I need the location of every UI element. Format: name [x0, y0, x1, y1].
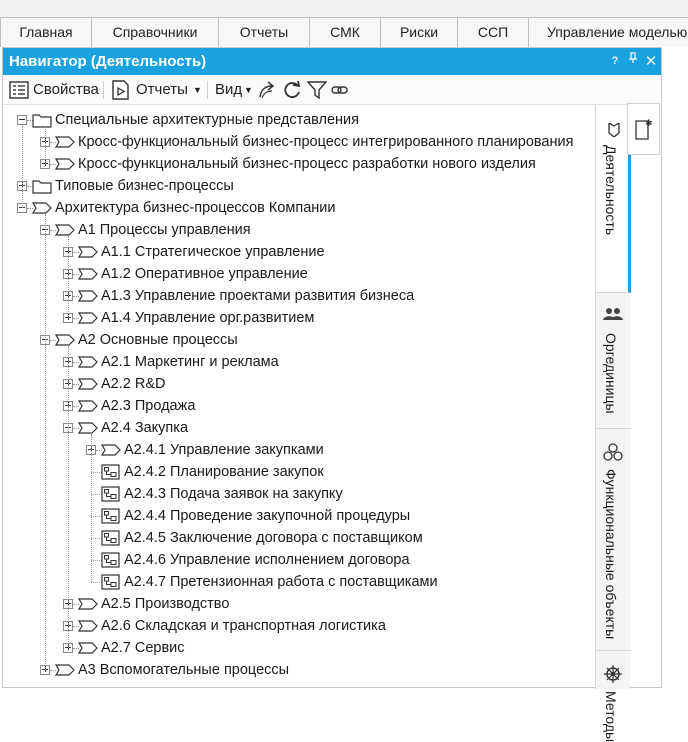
diagram-icon: [101, 486, 119, 502]
process-icon: [78, 640, 96, 656]
folder-icon: [32, 178, 50, 194]
tree-node-label: А2.4.7 Претензионная работа с поставщиками: [124, 574, 438, 590]
tab-directories[interactable]: Справочники: [91, 17, 219, 47]
tree-node-label: Типовые бизнес-процессы: [55, 178, 234, 194]
process-icon: [78, 266, 96, 282]
process-icon: [55, 156, 73, 172]
tree-node[interactable]: [3, 307, 593, 329]
tree-node[interactable]: [3, 241, 593, 263]
process-icon: [78, 376, 96, 392]
process-icon: [78, 618, 96, 634]
tree-guide-line: [22, 126, 23, 208]
tab-ssp[interactable]: ССП: [457, 17, 529, 47]
side-tab-org-units[interactable]: [596, 293, 631, 429]
tree-node[interactable]: [3, 351, 593, 373]
wheel-icon: [604, 665, 622, 683]
process-icon: [101, 442, 119, 458]
report-icon: [111, 80, 131, 100]
process-icon: [606, 123, 622, 137]
side-tabs: [595, 105, 630, 742]
side-tab-functional-objects-label: Функциональные объекты: [603, 469, 619, 640]
navigator-toolbar: [3, 75, 661, 105]
tree-node-label: А2.4.6 Управление исполнением договора: [124, 552, 410, 568]
tree-node-label: Кросс-функциональный бизнес-процесс разработки нового изделия: [78, 156, 536, 172]
tree-node-label: А1.2 Оперативное управление: [101, 266, 308, 282]
tree-node-label: А1.3 Управление проектами развития бизнеса: [101, 288, 415, 304]
side-tab-functional-objects[interactable]: [596, 429, 631, 651]
tree-node-label: А2.4 Закупка: [101, 420, 189, 436]
process-icon: [78, 420, 96, 436]
refresh-icon: [282, 80, 302, 100]
tree-node[interactable]: [3, 373, 593, 395]
tree-node[interactable]: [3, 175, 593, 197]
process-icon: [78, 244, 96, 260]
process-icon: [32, 200, 50, 216]
navigate-button[interactable]: [258, 75, 278, 105]
chevron-down-icon: ▼: [193, 85, 202, 95]
collapsed-panel-tab[interactable]: [627, 103, 660, 155]
tree-node-label: А2.4.1 Управление закупками: [124, 442, 324, 458]
tree-node-label: А1 Процессы управления: [78, 222, 251, 238]
process-icon: [78, 398, 96, 414]
svg-text:✱: ✱: [645, 119, 653, 129]
process-icon: [55, 332, 73, 348]
tree-node-label: А2.4.5 Заключение договора с поставщиком: [124, 530, 423, 546]
tree-node[interactable]: [3, 395, 593, 417]
tree-guide-line: [45, 126, 46, 164]
tree-node-label: А2 Основные процессы: [78, 332, 238, 348]
tree-node[interactable]: [3, 109, 593, 131]
diagram-icon: [101, 552, 119, 568]
reports-label: Отчеты: [136, 81, 188, 98]
tree-node[interactable]: [3, 659, 593, 681]
process-icon: [78, 288, 96, 304]
side-tab-methods[interactable]: [596, 651, 631, 742]
side-tab-methods-label: Методы: [603, 691, 619, 742]
panel-title: Навигатор (Деятельность): [9, 53, 207, 70]
navigate-arrow-icon: [258, 80, 278, 100]
tree-node-label: А2.4.4 Проведение закупочной процедуры: [124, 508, 411, 524]
process-icon: [78, 596, 96, 612]
tree-node-label: А2.2 R&D: [101, 376, 166, 392]
view-button[interactable]: [215, 75, 253, 105]
tree-node[interactable]: [3, 263, 593, 285]
side-tab-activity-label: Деятельность: [603, 145, 619, 236]
tree-node[interactable]: [3, 285, 593, 307]
tree-guide-line: [91, 434, 92, 582]
tab-reports[interactable]: Отчеты: [218, 17, 310, 47]
navigator-panel: [2, 47, 662, 742]
tree-node-label: А1.4 Управление орг.развитием: [101, 310, 315, 326]
new-document-icon: [635, 118, 653, 140]
tree-guide-line: [68, 236, 69, 318]
view-label: Вид: [215, 81, 243, 98]
process-icon: [78, 310, 96, 326]
link-icon: [331, 80, 349, 100]
tree-node-label: А2.4.2 Планирование закупок: [124, 464, 324, 480]
tree-node-label: А2.3 Продажа: [101, 398, 196, 414]
diagram-icon: [101, 464, 119, 480]
side-tab-org-units-label: Оргединицы: [603, 333, 619, 414]
tree-node[interactable]: [3, 197, 593, 219]
filter-icon: [307, 80, 327, 100]
properties-label: Свойства: [33, 81, 99, 98]
tree-node-label: А2.4.3 Подача заявок на закупку: [124, 486, 343, 502]
process-icon: [55, 662, 73, 678]
tab-risks[interactable]: Риски: [380, 17, 458, 47]
tree-node[interactable]: [3, 131, 593, 153]
process-icon: [55, 134, 73, 150]
tree-node-label: А2.1 Маркетинг и реклама: [101, 354, 279, 370]
folder-icon: [32, 112, 50, 128]
close-icon[interactable]: ✕: [644, 53, 658, 70]
tree-node-label: А2.6 Складская и транспортная логистика: [101, 618, 386, 634]
properties-icon: [9, 81, 29, 99]
tree-node[interactable]: [3, 593, 593, 615]
toolbar-separator: [103, 81, 104, 99]
navigator-tree: [3, 106, 595, 689]
side-tab-activity[interactable]: [596, 105, 631, 293]
tree-node-label: Кросс-функциональный бизнес-процесс интегрированного планирования: [78, 134, 574, 150]
toolbar-separator: [207, 81, 208, 99]
diagram-icon: [101, 508, 119, 524]
diagram-icon: [101, 574, 119, 590]
tree-guide-line: [45, 214, 46, 670]
tree-node[interactable]: [3, 153, 593, 175]
ribbon: [0, 0, 688, 46]
tree-node-label: А1.1 Стратегическое управление: [101, 244, 325, 260]
diagram-icon: [101, 530, 119, 546]
process-icon: [78, 354, 96, 370]
process-icon: [55, 222, 73, 238]
filter-button[interactable]: [307, 75, 327, 105]
tab-smk[interactable]: СМК: [309, 17, 381, 47]
objects-icon: [603, 443, 623, 461]
pin-icon[interactable]: [623, 48, 643, 75]
tree-node-label: Архитектура бизнес-процессов Компании: [55, 200, 336, 216]
tree-guide-line: [68, 346, 69, 648]
tree-node-label: Специальные архитектурные представления: [55, 112, 360, 128]
chevron-down-icon: ▼: [244, 85, 253, 95]
collapse-icon[interactable]: [17, 115, 27, 125]
tree-node-label: А3 Вспомогательные процессы: [78, 662, 290, 678]
help-icon[interactable]: ?: [611, 55, 619, 67]
panel-titlebar: [3, 48, 661, 75]
tab-model-management[interactable]: Управление моделью: [528, 17, 688, 47]
link-button[interactable]: [331, 75, 349, 105]
tree-node[interactable]: [3, 637, 593, 659]
refresh-button[interactable]: [282, 75, 302, 105]
tree-node-label: А2.7 Сервис: [101, 640, 185, 656]
people-icon: [603, 307, 623, 321]
tree-node-label: А2.5 Производство: [101, 596, 230, 612]
tab-home[interactable]: Главная: [0, 17, 92, 47]
tree-node[interactable]: [3, 329, 593, 351]
tree-node[interactable]: [3, 219, 593, 241]
tree-node[interactable]: [3, 615, 593, 637]
